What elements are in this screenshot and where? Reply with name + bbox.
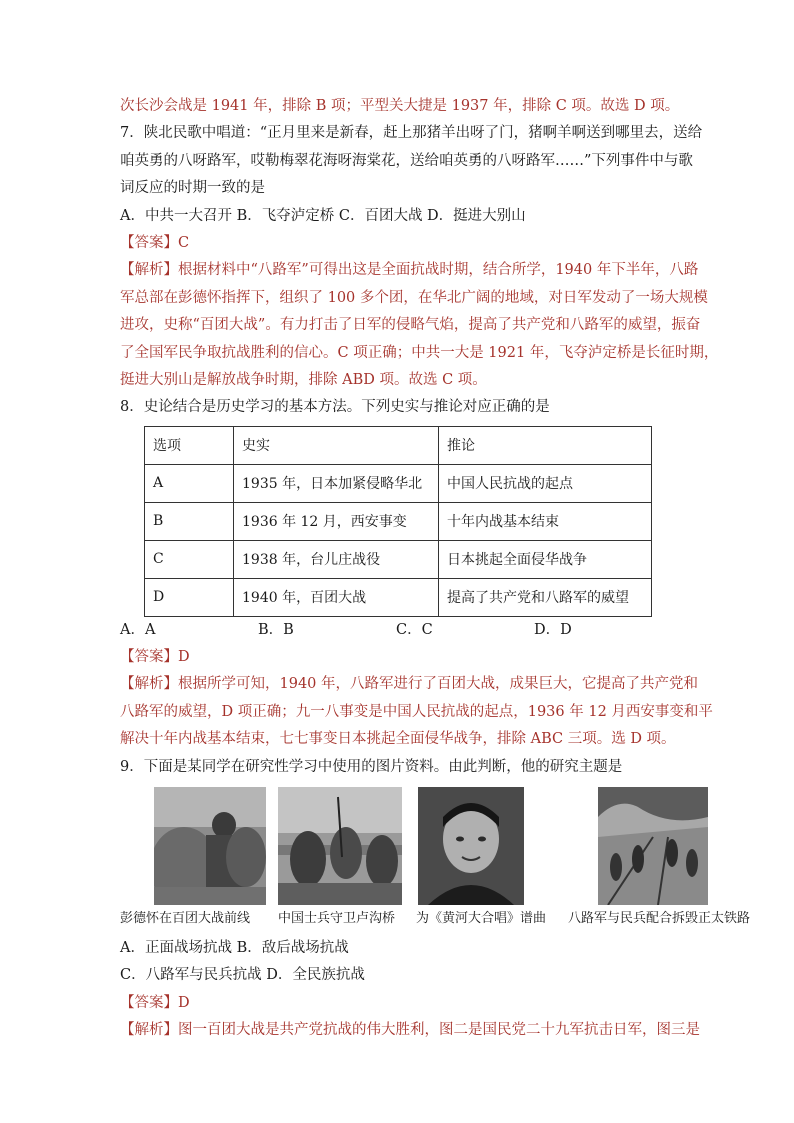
photo-peng-dehuai: [154, 787, 266, 905]
table-header-cell: 选项: [145, 426, 234, 464]
table-cell: 1935 年，日本加紧侵略华北: [234, 464, 439, 502]
q7-explanation-4: 了全国军民争取抗战胜利的信心。C 项正确；中共一大是 1921 年，飞夺泸定桥是长征时期，: [120, 344, 719, 361]
q7-stem-1: 7．陕北民歌中唱道：“正月里来是新春，赶上那猪羊出呀了门，猪啊羊啊送到哪里去，送给: [120, 125, 703, 142]
table-cell: 十年内战基本结束: [439, 502, 652, 540]
q7-options: A．中共一大召开 B．飞夺泸定桥 C．百团大战 D．挺进大别山: [120, 207, 526, 224]
photo-caption-4: 八路军与民兵配合拆毁正太铁路: [568, 911, 751, 927]
q8-options: [120, 617, 680, 644]
table-header-cell: 推论: [439, 426, 652, 464]
photo-caption-3: 为《黄河大合唱》谱曲: [416, 911, 547, 927]
table-cell: 提高了共产党和八路军的威望: [439, 578, 652, 616]
table-cell: 日本挑起全面侵华战争: [439, 540, 652, 578]
photo-zhengtai-railway: [598, 787, 708, 905]
q7-explanation-1: 【解析】根据材料中“八路军”可得出这是全面抗战时期，结合所学，1940 年下半年，八路: [120, 262, 699, 279]
prev-explanation-end: 次长沙会战是 1941 年，排除 B 项；平型关大捷是 1937 年，排除 C 项。故选 D 项。: [120, 98, 680, 114]
table-row: [145, 540, 652, 578]
table-cell: 中国人民抗战的起点: [439, 464, 652, 502]
q7-explanation-2: 军总部在彭德怀指挥下，组织了 100 多个团，在华北广阔的地域，对日军发动了一场大规模: [120, 289, 708, 306]
q9-stem: 9．下面是某同学在研究性学习中使用的图片资料。由此判断，他的研究主题是: [120, 758, 623, 775]
q7-explanation-3: 进攻，史称“百团大战”。有力打击了日军的侵略气焰，提高了共产党和八路军的威望，振奋: [120, 317, 701, 334]
q8-option-a: A．A: [120, 621, 156, 638]
q8-stem: 8．史论结合是历史学习的基本方法。下列史实与推论对应正确的是: [120, 399, 550, 416]
q7-stem-2: 咱英勇的八呀路军，哎勒梅翠花海呀海棠花，送给咱英勇的八呀路军……”下列事件中与歌: [120, 152, 693, 169]
q7-stem-3: 词反应的时期一致的是: [120, 180, 265, 197]
document-page: [120, 93, 751, 1045]
q8-option-c: C．C: [396, 621, 433, 638]
table-header-row: [145, 426, 652, 464]
table-row: [145, 464, 652, 502]
facts-table: [144, 426, 652, 617]
photo-caption-2: 中国士兵守卫卢沟桥: [278, 911, 396, 927]
q8-answer: 【答案】D: [120, 649, 190, 666]
table-cell: A: [145, 464, 234, 502]
photo-strip: [120, 783, 751, 935]
q8-explanation-2: 八路军的威望，D 项正确；九一八事变是中国人民抗战的起点，1936 年 12 月西安事变和平: [120, 703, 713, 720]
q9-options-1: A．正面战场抗战 B．敌后战场抗战: [120, 940, 349, 957]
table-cell: 1936 年 12 月，西安事变: [234, 502, 439, 540]
q8-explanation-1: 【解析】根据所学可知，1940 年，八路军进行了百团大战，成果巨大，它提高了共产党和: [120, 676, 699, 693]
q8-option-b: B．B: [258, 621, 294, 638]
table-cell: D: [145, 578, 234, 616]
photo-xian-xinghai: [418, 787, 524, 905]
photo-lugou-bridge: [278, 787, 402, 905]
table-header-cell: 史实: [234, 426, 439, 464]
table-row: [145, 502, 652, 540]
table-cell: B: [145, 502, 234, 540]
q9-options-2: C．八路军与民兵抗战 D．全民族抗战: [120, 967, 365, 984]
table-cell: 1938 年，台儿庄战役: [234, 540, 439, 578]
table-row: [145, 578, 652, 616]
table-cell: 1940 年，百团大战: [234, 578, 439, 616]
q7-explanation-5: 挺进大别山是解放战争时期，排除 ABD 项。故选 C 项。: [120, 371, 487, 388]
q9-answer: 【答案】D: [120, 994, 190, 1011]
table-cell: C: [145, 540, 234, 578]
q8-explanation-3: 解决十年内战基本结束，七七事变日本挑起全面侵华战争，排除 ABC 三项。选 D 项。: [120, 731, 676, 748]
q8-option-d: D．D: [534, 621, 572, 638]
q7-answer: 【答案】C: [120, 234, 190, 251]
photo-caption-1: 彭德怀在百团大战前线: [120, 911, 251, 927]
q9-explanation-1: 【解析】图一百团大战是共产党抗战的伟大胜利，图二是国民党二十九军抗击日军，图三是: [120, 1022, 700, 1039]
